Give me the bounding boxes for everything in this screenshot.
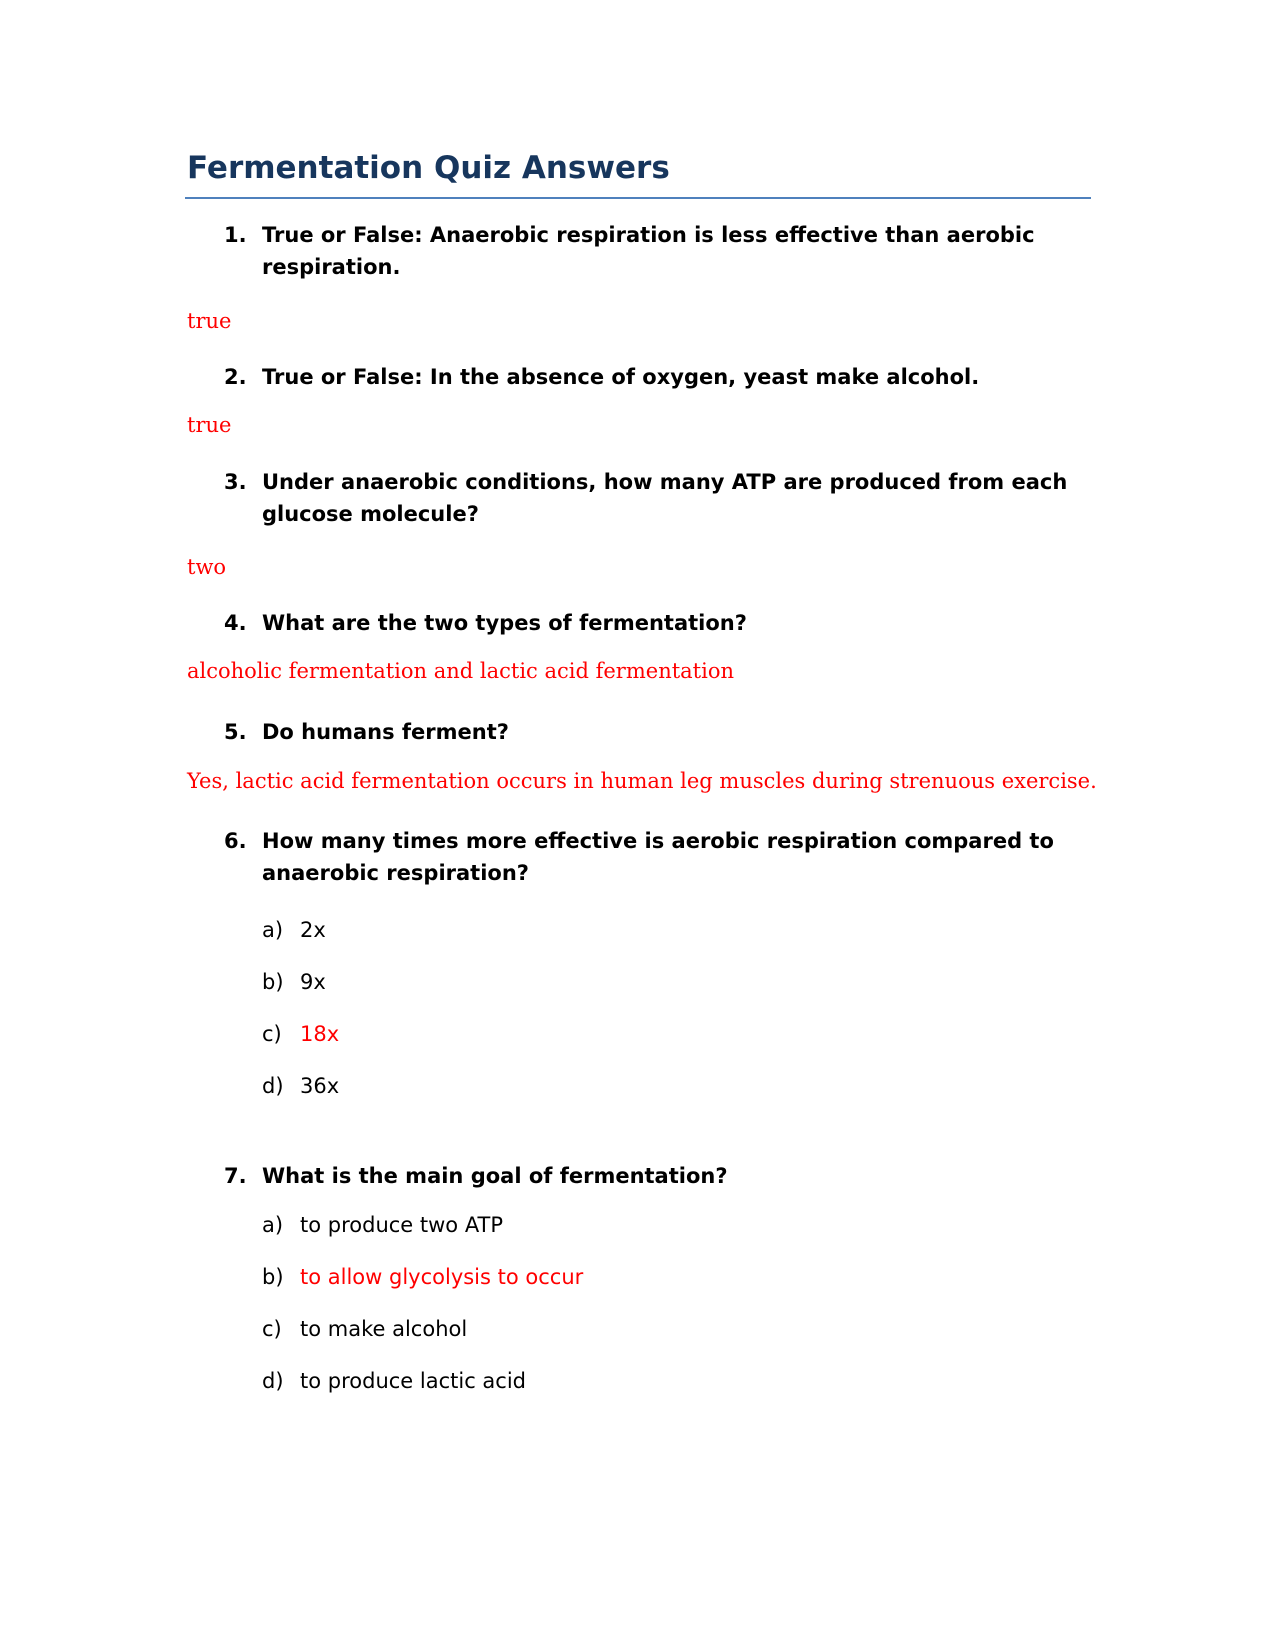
option-6a [262, 915, 326, 945]
option-text: 9x [300, 970, 326, 994]
option-7a [262, 1210, 503, 1240]
option-text-correct: 18x [300, 1022, 340, 1046]
question-text: True or False: Anaerobic respiration is less effective than aerobic respiration. [262, 223, 1035, 279]
question-6 [224, 825, 1084, 889]
question-text: True or False: In the absence of oxygen, yeast make alcohol. [262, 365, 980, 389]
option-letter: a) [262, 1213, 284, 1237]
option-7d [262, 1366, 526, 1396]
option-text: 2x [300, 918, 326, 942]
question-text: What is the main goal of fermentation? [262, 1164, 728, 1188]
answer-3: two [187, 555, 227, 579]
option-letter: c) [262, 1317, 282, 1341]
page-title: Fermentation Quiz Answers [187, 150, 670, 186]
option-letter: c) [262, 1022, 282, 1046]
question-4 [224, 607, 1084, 639]
question-number: 2. [224, 365, 247, 389]
question-number: 5. [224, 720, 247, 744]
option-7b [262, 1262, 583, 1292]
question-3 [224, 466, 1084, 530]
question-5 [224, 716, 1084, 748]
option-letter: b) [262, 1265, 284, 1289]
option-letter: a) [262, 918, 284, 942]
option-6b [262, 967, 326, 997]
answer-1: true [187, 309, 232, 333]
answer-5: Yes, lactic acid fermentation occurs in human leg muscles during strenuous exercise. [187, 769, 1097, 793]
question-number: 1. [224, 223, 247, 247]
option-text: to produce lactic acid [300, 1369, 527, 1393]
question-text: What are the two types of fermentation? [262, 611, 747, 635]
option-6c [262, 1019, 339, 1049]
question-number: 7. [224, 1164, 247, 1188]
option-letter: d) [262, 1074, 284, 1098]
option-letter: b) [262, 970, 284, 994]
option-text: to make alcohol [300, 1317, 468, 1341]
answer-2: true [187, 413, 232, 437]
question-text: Under anaerobic conditions, how many ATP are produced from each glucose molecule? [262, 470, 1068, 526]
question-2 [224, 361, 1084, 393]
option-7c [262, 1314, 467, 1344]
question-number: 6. [224, 829, 247, 853]
option-text-correct: to allow glycolysis to occur [300, 1265, 584, 1289]
answer-4: alcoholic fermentation and lactic acid fermentation [187, 659, 734, 683]
question-7 [224, 1160, 1084, 1192]
option-text: to produce two ATP [300, 1213, 504, 1237]
option-letter: d) [262, 1369, 284, 1393]
title-underline [185, 197, 1091, 199]
question-text: How many times more effective is aerobic respiration compared to anaerobic respiration? [262, 829, 1054, 885]
question-1 [224, 219, 1084, 283]
option-6d [262, 1071, 339, 1101]
question-text: Do humans ferment? [262, 720, 509, 744]
option-text: 36x [300, 1074, 340, 1098]
question-number: 3. [224, 470, 247, 494]
question-number: 4. [224, 611, 247, 635]
